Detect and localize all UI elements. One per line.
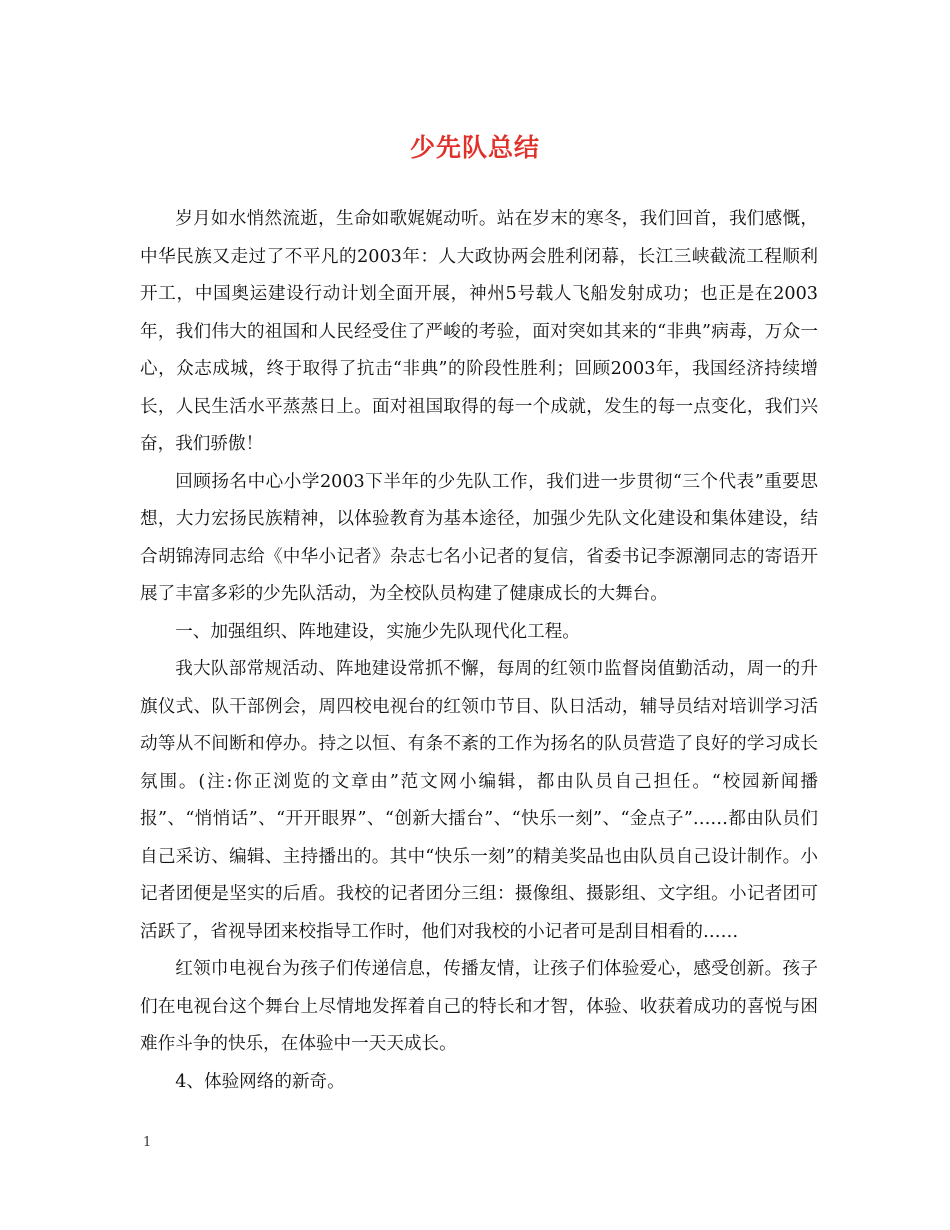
paragraph-review: 回顾扬名中心小学2003下半年的少先队工作，我们进一步贯彻“三个代表”重要思想，大力宏扬民族精神，以体验教育为基本途径，加强少先队文化建设和集体建设，结合胡锦涛同志给《中华小记者》杂志七名小记者的复信，省委书记李源潮同志的寄语开展了丰富多彩的少先队活动，为全校队员构建了健康成长的大舞台。: [140, 471, 818, 604]
page-number: 1: [143, 1135, 152, 1150]
document-body: [140, 201, 818, 1101]
document-title: 少先队总结: [409, 133, 540, 162]
paragraph-intro: 岁月如水悄然流逝，生命如歌娓娓动听。站在岁末的寒冬，我们回首，我们感慨，中华民族又走过了不平凡的2003年：人大政协两会胜利闭幕，长江三峡截流工程顺利开工，中国奥运建设行动计划全面开展，神州5号载人飞船发射成功；也正是在2003年，我们伟大的祖国和人民经受住了严峻的考验，面对突如其来的“非典”病毒，万众一心，众志成城，终于取得了抗击“非典”的阶段性胜利；回顾2003年，我国经济持续增长，人民生活水平蒸蒸日上。面对祖国取得的每一个成就，发生的每一点变化，我们兴奋，我们骄傲！: [140, 209, 818, 454]
section-heading-1: 一、加强组织、阵地建设，实施少先队现代化工程。: [175, 621, 580, 642]
section-heading-4: 4、体验网络的新奇。: [175, 1071, 345, 1092]
paragraph-activities: 我大队部常规活动、阵地建设常抓不懈，每周的红领巾监督岗值勤活动，周一的升旗仪式、队干部例会，周四校电视台的红领巾节目、队日活动，辅导员结对培训学习活动等从不间断和停办。持之以恒、有条不紊的工作为扬名的队员营造了良好的学习成长氛围。(注:你正浏览的文章由”范文网小编辑，都由队员自己担任。“校园新闻播报”、“悄悄话”、“开开眼界”、“创新大擂台”、“快乐一刻”、“金点子”……都由队员们自己采访、编辑、主持播出的。其中“快乐一刻”的精美奖品也由队员自己设计制作。小记者团便是坚实的后盾。我校的记者团分三组：摄像组、摄影组、文字组。小记者团可活跃了，省视导团来校指导工作时，他们对我校的小记者可是刮目相看的……: [140, 659, 818, 942]
paragraph-tv-station: 红领巾电视台为孩子们传递信息，传播友情，让孩子们体验爱心，感受创新。孩子们在电视台这个舞台上尽情地发挥着自己的特长和才智，体验、收获着成功的喜悦与困难作斗争的快乐，在体验中一天天成长。: [140, 959, 818, 1054]
